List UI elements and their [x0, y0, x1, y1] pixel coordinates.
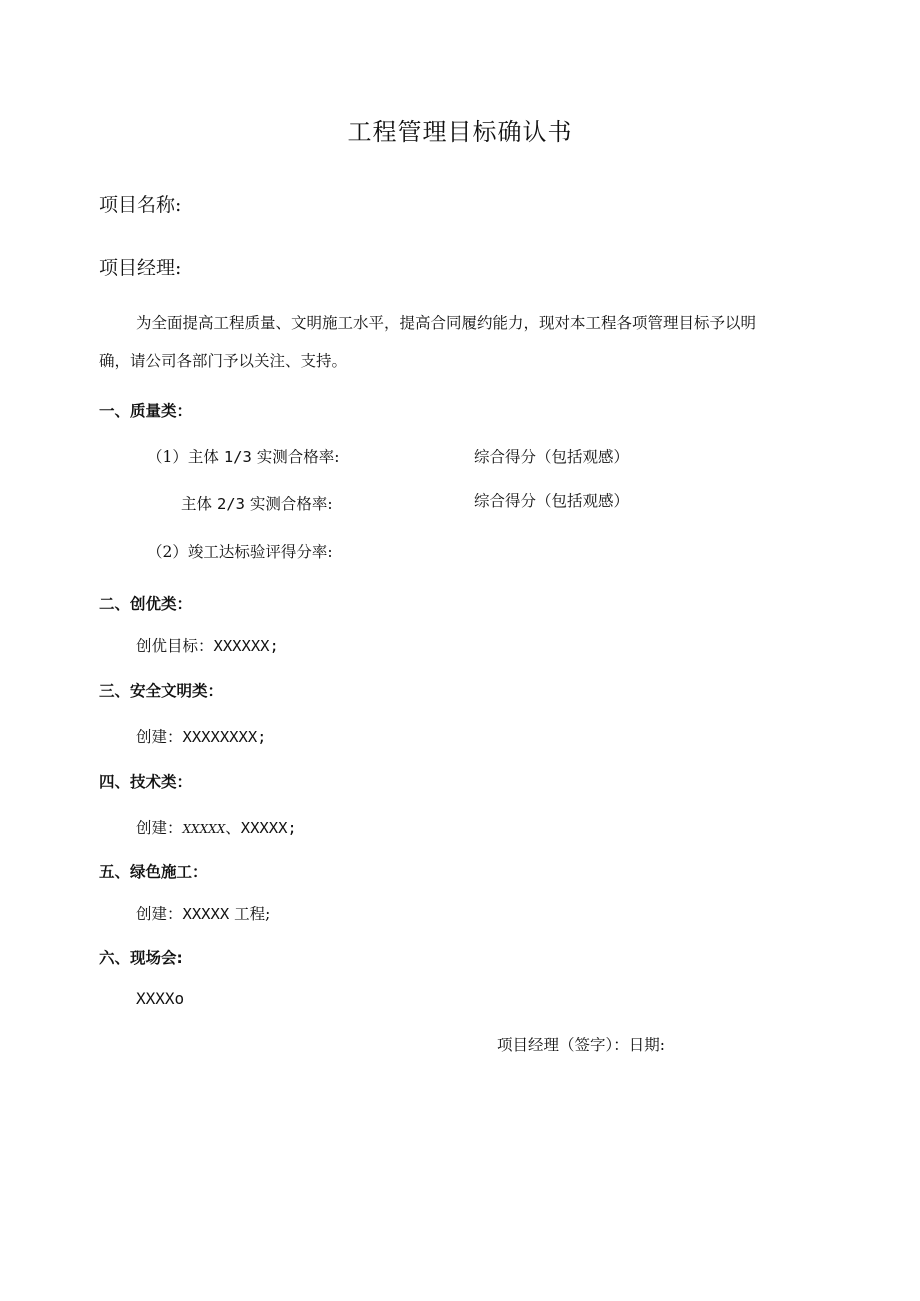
safety-target	[136, 725, 267, 747]
green-suffix: 工程;	[234, 905, 271, 923]
quality-item-1-score: 综合得分（包括观感）	[474, 448, 630, 466]
tech-target	[136, 816, 297, 838]
section-heading-green: 五、绿色施工：	[99, 863, 208, 881]
quality-item-1b-suffix: 实测合格率:	[249, 495, 333, 513]
tech-value-2: XXXXX;	[240, 819, 297, 837]
quality-item-1b-ratio: 2/3	[216, 495, 245, 513]
project-manager-label: 项目经理:	[99, 257, 182, 279]
section-heading-safety: 三、安全文明类：	[99, 682, 224, 700]
green-target	[136, 902, 270, 924]
quality-item-1	[147, 445, 339, 467]
section-heading-tech: 四、技术类：	[99, 773, 193, 791]
site-meeting-value: XXXXo	[136, 989, 185, 1008]
safety-label: 创建：	[136, 728, 183, 746]
quality-item-1b	[181, 492, 333, 514]
excellence-target	[136, 634, 279, 656]
green-value: XXXXX	[182, 905, 230, 923]
intro-paragraph-line2: 确，请公司各部门予以关注、支持。	[99, 352, 348, 370]
quality-item-1b-score: 综合得分（包括观感）	[474, 492, 630, 510]
intro-paragraph-line1: 为全面提高工程质量、文明施工水平，提高合同履约能力，现对本工程各项管理目标予以明	[136, 314, 757, 332]
tech-value-italic: XXXXX	[182, 822, 226, 836]
quality-item-1-suffix: 实测合格率:	[256, 448, 340, 466]
signature-line: 项目经理（签字）：日期:	[497, 1036, 665, 1054]
project-name-label: 项目名称:	[99, 194, 182, 216]
tech-label: 创建：	[136, 819, 183, 837]
section-heading-quality: 一、质量类：	[99, 402, 193, 420]
section-heading-site-meeting: 六、现场会:	[99, 949, 183, 967]
excellence-label: 创优目标：	[136, 637, 214, 655]
tech-separator: 、	[225, 819, 241, 837]
quality-item-1-prefix: （1）主体	[147, 448, 219, 466]
safety-value: XXXXXXXX;	[182, 728, 267, 746]
document-title: 工程管理目标确认书	[347, 118, 573, 146]
quality-item-2: （2）竣工达标验评得分率:	[147, 543, 333, 561]
quality-item-1b-prefix: 主体	[181, 495, 213, 513]
excellence-value: XXXXXX;	[213, 637, 279, 655]
green-label: 创建：	[136, 905, 183, 923]
quality-item-1-ratio: 1/3	[223, 448, 252, 466]
section-heading-excellence: 二、创优类：	[99, 595, 193, 613]
